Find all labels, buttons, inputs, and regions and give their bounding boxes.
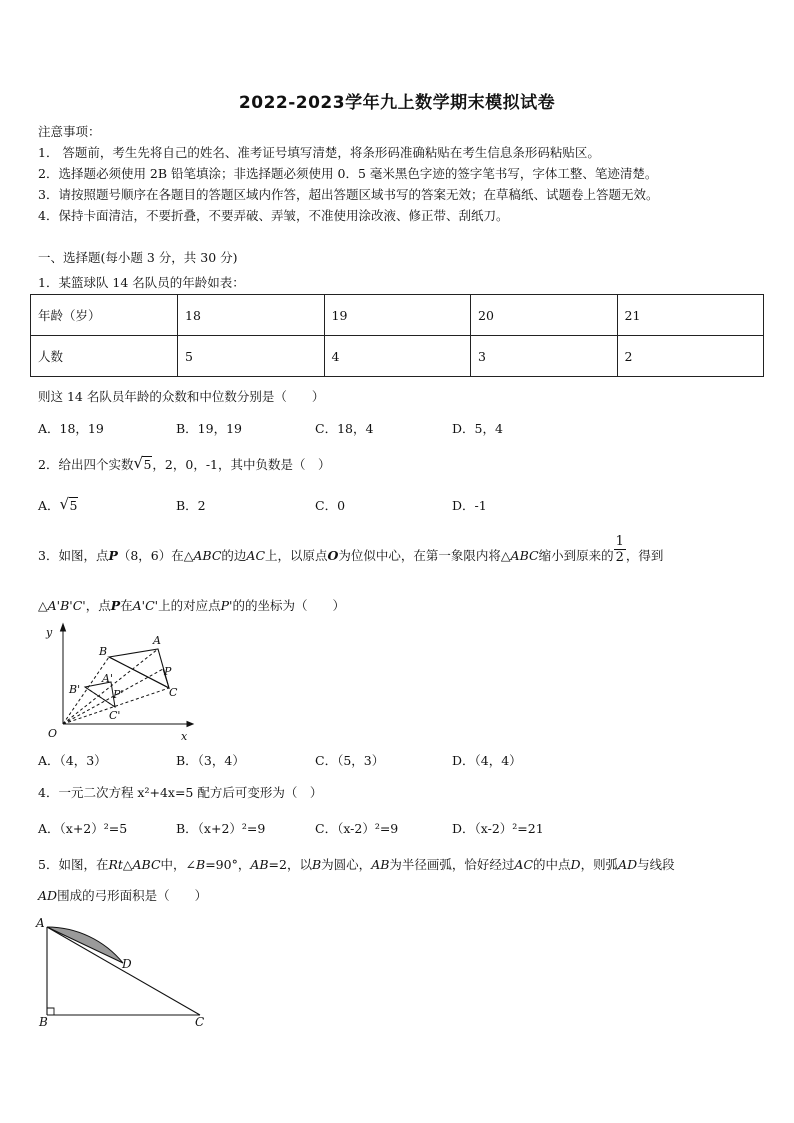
label-b: B [39, 1015, 48, 1029]
table-cell: 3 [471, 336, 618, 377]
table-cell: 年龄（岁） [31, 295, 178, 336]
label-a: A [153, 634, 161, 647]
q5-figure [30, 915, 220, 1035]
q1-option-a[interactable]: A．18，19 [38, 421, 104, 436]
notice-item: 2．选择题必须使用 2B 铅笔填涂；非选择题必须使用 0．5 毫米黑色字迹的签字笔书写，字体工整、笔迹清楚。 [38, 166, 658, 181]
q4-stem: 4．一元二次方程 x²+4x=5 配方后可变形为（ ） [38, 785, 323, 800]
page-title: 2022-2023学年九上数学期末模拟试卷 [238, 93, 556, 113]
label-y: y [46, 626, 53, 639]
q1-question: 则这 14 名队员年龄的众数和中位数分别是（ ） [38, 389, 325, 404]
section-heading: 一、选择题(每小题 3 分，共 30 分) [38, 250, 238, 265]
label-c: C [169, 686, 178, 699]
q3-option-c[interactable]: C．（5，3） [315, 753, 385, 768]
notice-item: 3．请按照题号顺序在各题目的答题区域内作答，超出答题区域书写的答案无效；在草稿纸、试题卷上答题无效。 [38, 187, 659, 202]
q3-option-b[interactable]: B．（3，4） [176, 753, 245, 768]
label-p: P [164, 665, 172, 678]
q4-option-b[interactable]: B．（x+2）²=9 [176, 821, 266, 836]
y-axis-arrow-icon [61, 624, 66, 631]
q2-option-b[interactable]: B．2 [176, 498, 206, 513]
label-b-prime: B' [69, 683, 81, 696]
label-o: O [48, 727, 58, 740]
age-table [30, 294, 764, 377]
right-angle-mark [47, 1008, 54, 1015]
label-c-prime: C' [109, 709, 121, 722]
q1-stem: 1．某篮球队 14 名队员的年龄如表： [38, 275, 245, 290]
label-c: C [195, 1015, 205, 1029]
table-cell: 18 [178, 295, 325, 336]
q4-option-a[interactable]: A．（x+2）²=5 [38, 821, 128, 836]
q4-option-c[interactable]: C．（x-2）²=9 [315, 821, 399, 836]
q5-stem-line2: AD围成的弓形面积是（ ） [38, 888, 208, 903]
sqrt-symbol: √ 5 [133, 454, 152, 472]
notice-item: 4．保持卡面清洁，不要折叠，不要弄破、弄皱，不准使用涂改液、修正带、刮纸刀。 [38, 208, 509, 223]
table-cell: 20 [471, 295, 618, 336]
q3-option-a[interactable]: A．（4，3） [38, 753, 107, 768]
q1-option-d[interactable]: D．5，4 [452, 421, 503, 436]
q2-stem: 2．给出四个实数 √ 5，2，0，-1，其中负数是（ ） [38, 454, 331, 472]
table-cell: 人数 [31, 336, 178, 377]
table-cell: 21 [617, 295, 764, 336]
label-b: B [99, 645, 108, 658]
table-cell: 19 [324, 295, 471, 336]
label-a: A [36, 916, 45, 930]
sqrt-symbol: √ 5 [59, 495, 78, 513]
table-row [31, 336, 764, 377]
triangle-abc [109, 649, 169, 688]
q3-figure [38, 620, 203, 745]
fraction: $\frac{1}{2}$ [615, 534, 624, 565]
notice-item: 1． 答题前，考生先将自己的姓名、准考证号填写清楚，将条形码准确粘贴在考生信息条形码粘贴区。 [38, 145, 600, 160]
q3-option-d[interactable]: D．（4，4） [452, 753, 522, 768]
table-cell: 2 [617, 336, 764, 377]
notice-heading: 注意事项： [38, 124, 101, 139]
q4-option-d[interactable]: D．（x-2）²=21 [452, 821, 544, 836]
label-x: x [181, 730, 188, 743]
x-axis-arrow-icon [187, 722, 193, 727]
segment-bc [109, 657, 169, 688]
q2-option-c[interactable]: C．0 [315, 498, 346, 513]
table-row [31, 295, 764, 336]
table-cell: 4 [324, 336, 471, 377]
q2-option-d[interactable]: D．-1 [452, 498, 487, 513]
label-p-prime: P' [113, 688, 124, 701]
label-a-prime: A' [102, 672, 113, 685]
q1-option-c[interactable]: C．18，4 [315, 421, 374, 436]
table-cell: 5 [178, 336, 325, 377]
label-d: D [122, 957, 132, 971]
q3-stem-line2: △A'B'C'，点P在A'C'上的对应点P'的的坐标为（ ） [38, 598, 346, 613]
q2-option-a[interactable]: A． √ 5 [38, 495, 78, 513]
q1-option-b[interactable]: B．19，19 [176, 421, 242, 436]
q3-stem-line1: 3．如图，点P（8，6）在△ABC的边AC上，以原点O为位似中心，在第一象限内将△ABC缩小到原来的 $\frac{1}{2}$ ，得到 [38, 534, 664, 565]
side-ac [47, 927, 200, 1015]
shaded-segment [47, 927, 123, 963]
q5-stem-line1: 5．如图，在Rt△ABC中，∠B=90°，AB=2，以B为圆心，AB为半径画弧，恰好经过AC的中点D，则弧AD与线段 [38, 857, 675, 872]
